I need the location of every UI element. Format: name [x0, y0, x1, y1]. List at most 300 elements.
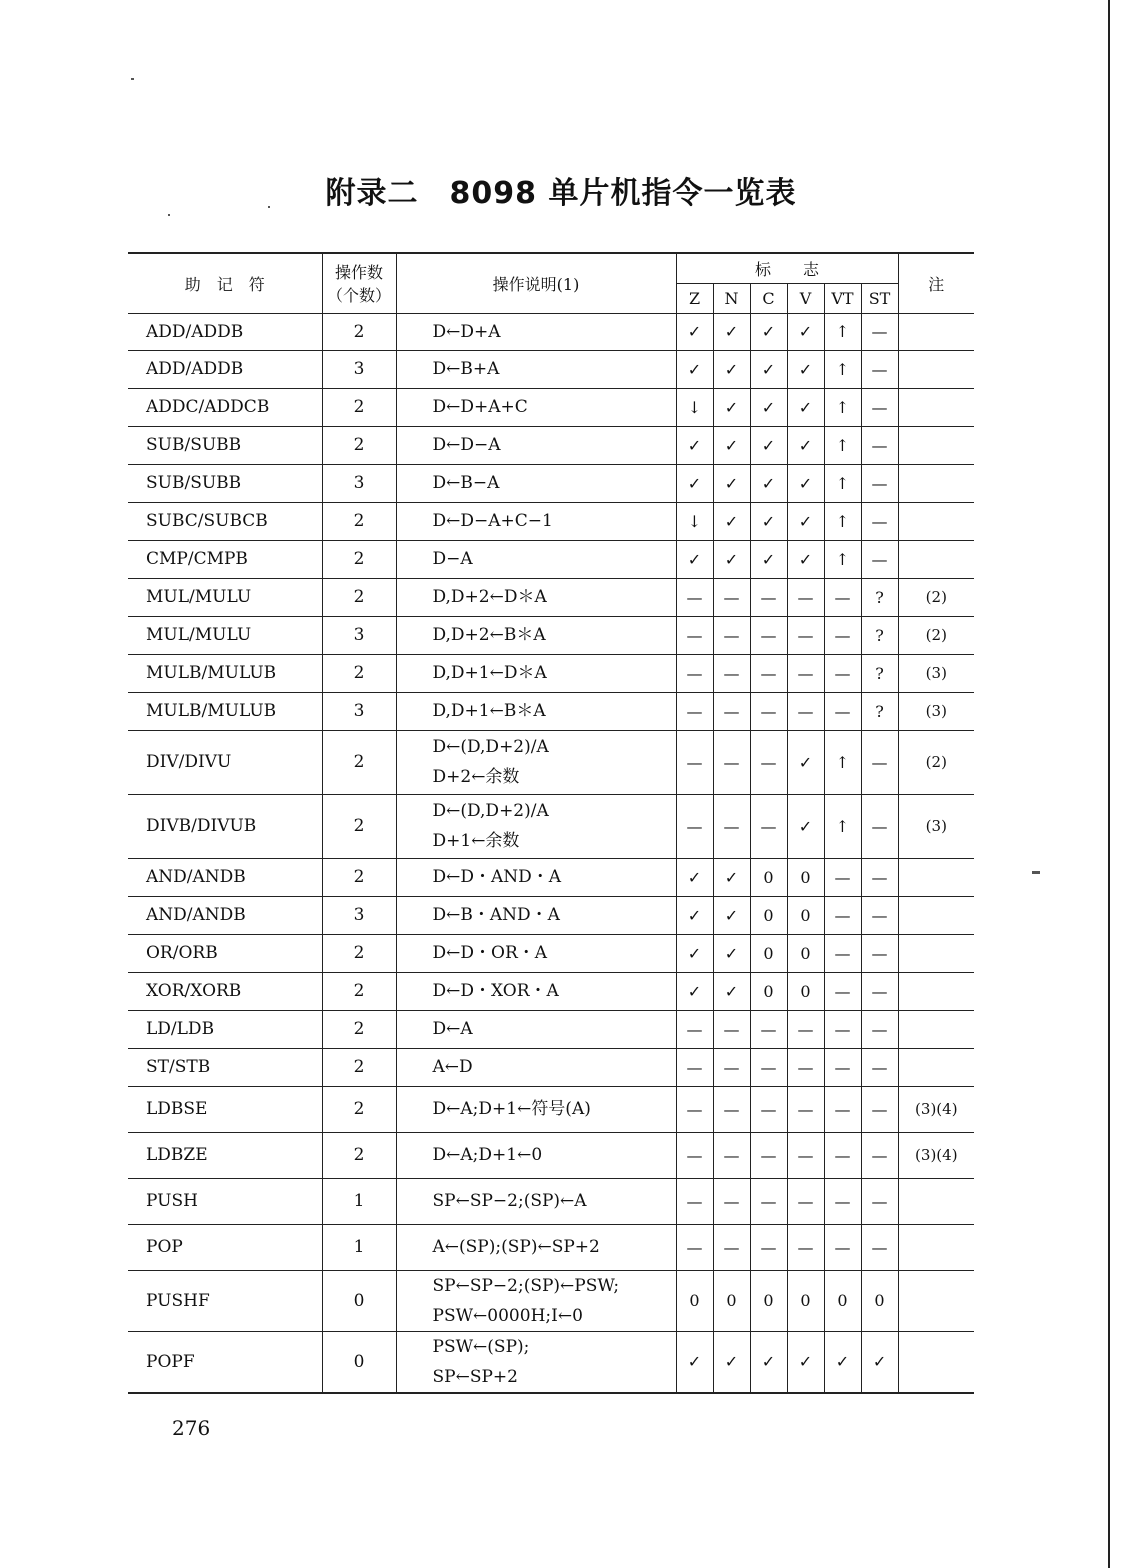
table-row — [128, 426, 974, 464]
flag-cell-vt: ↑ — [824, 730, 861, 794]
flag-cell-c: ✓ — [750, 313, 787, 350]
flag-cell-st: — — [861, 1178, 898, 1224]
flag-cell-c: 0 — [750, 972, 787, 1010]
flag-cell-z: — — [676, 1178, 713, 1224]
flag-cell-st: ? — [861, 616, 898, 654]
flag-cell-n: ✓ — [713, 350, 750, 388]
flag-cell-n: ✓ — [713, 426, 750, 464]
flag-cell-n: — — [713, 654, 750, 692]
flag-cell-st: 0 — [861, 1270, 898, 1331]
note-cell — [898, 1270, 974, 1331]
flag-cell-st: — — [861, 426, 898, 464]
note-cell: (3) — [898, 692, 974, 730]
flag-cell-v: ✓ — [787, 464, 824, 502]
flag-cell-st: — — [861, 1086, 898, 1132]
flag-cell-vt: — — [824, 858, 861, 896]
table-row — [128, 502, 974, 540]
header-flag-v: V — [787, 283, 824, 313]
flag-cell-n: ✓ — [713, 464, 750, 502]
flag-cell-n: ✓ — [713, 313, 750, 350]
header-operand-count-top: 操作数 — [334, 263, 383, 283]
flag-cell-st: — — [861, 540, 898, 578]
operand-count-cell: 1 — [322, 1224, 396, 1270]
flag-cell-n: ✓ — [713, 1331, 750, 1393]
flag-cell-st: — — [861, 934, 898, 972]
header-mnemonic: 助 记 符 — [128, 253, 322, 313]
flag-cell-st: — — [861, 1048, 898, 1086]
operand-count-cell: 2 — [322, 426, 396, 464]
note-cell: (2) — [898, 730, 974, 794]
operation-cell — [396, 972, 676, 1010]
mnemonic-cell: POP — [128, 1224, 322, 1270]
flag-cell-n: — — [713, 1178, 750, 1224]
operand-count-cell: 2 — [322, 502, 396, 540]
operation-cell — [396, 654, 676, 692]
note-cell — [898, 1010, 974, 1048]
table-row — [128, 794, 974, 858]
mnemonic-cell: OR/ORB — [128, 934, 322, 972]
flag-cell-n: ✓ — [713, 934, 750, 972]
flag-cell-vt: — — [824, 1224, 861, 1270]
scan-speck — [168, 214, 170, 216]
page-number: 276 — [172, 1416, 211, 1440]
flag-cell-n: 0 — [713, 1270, 750, 1331]
flag-cell-v: ✓ — [787, 794, 824, 858]
operation-line: D←(D,D+2)/A — [432, 801, 549, 821]
flag-cell-v: ✓ — [787, 426, 824, 464]
flag-cell-c: — — [750, 616, 787, 654]
table-row — [128, 730, 974, 794]
flag-cell-st: — — [861, 858, 898, 896]
note-cell: (3)(4) — [898, 1086, 974, 1132]
operation-line: D+2←余数 — [432, 767, 520, 787]
operand-count-cell: 2 — [322, 654, 396, 692]
flag-cell-c: ✓ — [750, 502, 787, 540]
operation-line: A←(SP);(SP)←SP+2 — [432, 1237, 600, 1257]
operation-cell — [396, 616, 676, 654]
flag-cell-n: — — [713, 1132, 750, 1178]
mnemonic-cell: AND/ANDB — [128, 896, 322, 934]
mnemonic-cell: MULB/MULUB — [128, 654, 322, 692]
note-cell — [898, 540, 974, 578]
operation-line: D←B+A — [432, 359, 500, 379]
mnemonic-cell: MUL/MULU — [128, 578, 322, 616]
mnemonic-cell: LDBSE — [128, 1086, 322, 1132]
operand-count-cell: 1 — [322, 1178, 396, 1224]
operation-cell — [396, 1331, 676, 1393]
flag-cell-z: — — [676, 730, 713, 794]
flag-cell-vt: — — [824, 1010, 861, 1048]
operation-cell — [396, 350, 676, 388]
operand-count-cell: 2 — [322, 388, 396, 426]
header-note: 注 — [898, 253, 974, 313]
flag-cell-vt: — — [824, 896, 861, 934]
mnemonic-cell: ADD/ADDB — [128, 313, 322, 350]
header-operand-count-bottom: （个数） — [326, 286, 391, 306]
operation-line: D+1←余数 — [432, 831, 520, 851]
flag-cell-z: ✓ — [676, 934, 713, 972]
operand-count-cell: 0 — [322, 1270, 396, 1331]
operation-line: D←A;D+1←符号(A) — [432, 1099, 591, 1119]
operand-count-cell: 2 — [322, 578, 396, 616]
operand-count-cell: 3 — [322, 692, 396, 730]
operation-line: D←D・OR・A — [432, 943, 548, 963]
flag-cell-c: ✓ — [750, 388, 787, 426]
mnemonic-cell: SUB/SUBB — [128, 426, 322, 464]
flag-cell-n: — — [713, 1048, 750, 1086]
flag-cell-vt: — — [824, 692, 861, 730]
flag-cell-z: — — [676, 1086, 713, 1132]
flag-cell-st: ? — [861, 654, 898, 692]
flag-cell-c: 0 — [750, 1270, 787, 1331]
flag-cell-st: — — [861, 1132, 898, 1178]
operation-cell — [396, 1224, 676, 1270]
flag-cell-z: ↓ — [676, 388, 713, 426]
flag-cell-c: — — [750, 578, 787, 616]
flag-cell-v: ✓ — [787, 540, 824, 578]
operation-line: D←D−A+C−1 — [432, 511, 553, 531]
flag-cell-n: — — [713, 692, 750, 730]
flag-cell-st: — — [861, 502, 898, 540]
flag-cell-v: 0 — [787, 896, 824, 934]
page-title: 附录二 8098 单片机指令一览表 — [325, 176, 797, 211]
mnemonic-cell: PUSH — [128, 1178, 322, 1224]
table-row — [128, 350, 974, 388]
flag-cell-z: ✓ — [676, 426, 713, 464]
operation-line: D←B・AND・A — [432, 905, 560, 925]
flag-cell-vt: ↑ — [824, 540, 861, 578]
note-cell — [898, 388, 974, 426]
table-row — [128, 858, 974, 896]
mnemonic-cell: SUBC/SUBCB — [128, 502, 322, 540]
flag-cell-st: ✓ — [861, 1331, 898, 1393]
operand-count-cell: 2 — [322, 858, 396, 896]
mnemonic-cell: ADDC/ADDCB — [128, 388, 322, 426]
table-row — [128, 616, 974, 654]
flag-cell-z: — — [676, 1132, 713, 1178]
operation-line: D,D+1←B＊A — [432, 701, 546, 721]
flag-cell-c: ✓ — [750, 426, 787, 464]
flag-cell-v: 0 — [787, 1270, 824, 1331]
operation-line: D←B−A — [432, 473, 500, 493]
flag-cell-n: ✓ — [713, 502, 750, 540]
operation-line: D,D+2←B＊A — [432, 625, 546, 645]
flag-cell-v: ✓ — [787, 388, 824, 426]
flag-cell-st: — — [861, 730, 898, 794]
note-cell — [898, 350, 974, 388]
flag-cell-v: — — [787, 1132, 824, 1178]
operation-cell — [396, 1010, 676, 1048]
header-flag-z: Z — [676, 283, 713, 313]
flag-cell-c: — — [750, 692, 787, 730]
operand-count-cell: 3 — [322, 896, 396, 934]
flag-cell-v: ✓ — [787, 730, 824, 794]
mnemonic-cell: ST/STB — [128, 1048, 322, 1086]
note-cell: (3) — [898, 794, 974, 858]
operation-line: D←D・XOR・A — [432, 981, 559, 1001]
mnemonic-cell: MULB/MULUB — [128, 692, 322, 730]
mnemonic-cell: MUL/MULU — [128, 616, 322, 654]
flag-cell-z: — — [676, 1010, 713, 1048]
flag-cell-v: — — [787, 616, 824, 654]
note-cell: (3) — [898, 654, 974, 692]
flag-cell-st: ? — [861, 578, 898, 616]
flag-cell-c: — — [750, 794, 787, 858]
flag-cell-z: — — [676, 692, 713, 730]
flag-cell-z: — — [676, 794, 713, 858]
flag-cell-vt: — — [824, 972, 861, 1010]
operation-cell — [396, 692, 676, 730]
flag-cell-vt: ✓ — [824, 1331, 861, 1393]
flag-cell-c: — — [750, 1048, 787, 1086]
table-row — [128, 540, 974, 578]
flag-cell-n: — — [713, 794, 750, 858]
page-edge-line — [1108, 0, 1110, 1568]
operation-cell — [396, 578, 676, 616]
flag-cell-vt: ↑ — [824, 313, 861, 350]
note-cell — [898, 1224, 974, 1270]
table-row — [128, 1178, 974, 1224]
flag-cell-c: — — [750, 1132, 787, 1178]
operation-cell — [396, 794, 676, 858]
flag-cell-c: ✓ — [750, 464, 787, 502]
mnemonic-cell: ADD/ADDB — [128, 350, 322, 388]
flag-cell-c: — — [750, 1178, 787, 1224]
note-cell: (2) — [898, 578, 974, 616]
mnemonic-cell: CMP/CMPB — [128, 540, 322, 578]
flag-cell-st: — — [861, 1010, 898, 1048]
flag-cell-vt: — — [824, 616, 861, 654]
flag-cell-z: ✓ — [676, 464, 713, 502]
operation-cell — [396, 426, 676, 464]
mnemonic-cell: SUB/SUBB — [128, 464, 322, 502]
operation-line: D←A — [432, 1019, 473, 1039]
flag-cell-st: ? — [861, 692, 898, 730]
flag-cell-z: 0 — [676, 1270, 713, 1331]
operand-count-cell: 2 — [322, 730, 396, 794]
operation-cell — [396, 730, 676, 794]
flag-cell-vt: — — [824, 578, 861, 616]
flag-cell-c: — — [750, 654, 787, 692]
flag-cell-vt: ↑ — [824, 794, 861, 858]
operation-cell — [396, 1086, 676, 1132]
operation-cell — [396, 896, 676, 934]
operand-count-cell: 2 — [322, 540, 396, 578]
flag-cell-c: ✓ — [750, 540, 787, 578]
table-row — [128, 1331, 974, 1393]
flag-cell-v: — — [787, 1048, 824, 1086]
flag-cell-z: ✓ — [676, 540, 713, 578]
operation-line: D−A — [432, 549, 473, 569]
flag-cell-v: 0 — [787, 934, 824, 972]
flag-cell-st: — — [861, 350, 898, 388]
note-cell — [898, 1331, 974, 1393]
note-cell: (2) — [898, 616, 974, 654]
operation-cell — [396, 1132, 676, 1178]
flag-cell-z: — — [676, 1224, 713, 1270]
flag-cell-v: ✓ — [787, 350, 824, 388]
flag-cell-z: ✓ — [676, 972, 713, 1010]
flag-cell-st: — — [861, 972, 898, 1010]
operand-count-cell: 2 — [322, 1048, 396, 1086]
flag-cell-z: — — [676, 654, 713, 692]
operation-line: D,D+2←D＊A — [432, 587, 547, 607]
table-row — [128, 934, 974, 972]
flag-cell-z: ✓ — [676, 896, 713, 934]
operation-line: PSW←(SP); — [432, 1336, 530, 1357]
flag-cell-n: — — [713, 1224, 750, 1270]
header-flag-c: C — [750, 283, 787, 313]
operation-line: D←(D,D+2)/A — [432, 737, 549, 757]
flag-cell-c: 0 — [750, 896, 787, 934]
note-cell — [898, 1178, 974, 1224]
flag-cell-z: ✓ — [676, 1331, 713, 1393]
table-row — [128, 654, 974, 692]
flag-cell-c: 0 — [750, 934, 787, 972]
operand-count-cell: 2 — [322, 1010, 396, 1048]
operation-line: D,D+1←D＊A — [432, 663, 547, 683]
header-flag-vt: VT — [824, 283, 861, 313]
flag-cell-st: — — [861, 1224, 898, 1270]
operand-count-cell: 0 — [322, 1331, 396, 1393]
table-row — [128, 464, 974, 502]
flag-cell-v: — — [787, 654, 824, 692]
flag-cell-v: ✓ — [787, 502, 824, 540]
operation-cell — [396, 934, 676, 972]
flag-cell-z: ✓ — [676, 350, 713, 388]
note-cell — [898, 426, 974, 464]
flag-cell-n: ✓ — [713, 896, 750, 934]
flag-cell-st: — — [861, 794, 898, 858]
table-row — [128, 1270, 974, 1331]
operation-cell — [396, 464, 676, 502]
flag-cell-v: 0 — [787, 858, 824, 896]
flag-cell-n: ✓ — [713, 540, 750, 578]
operation-cell — [396, 502, 676, 540]
flag-cell-v: 0 — [787, 972, 824, 1010]
header-operand-count — [322, 253, 396, 313]
flag-cell-n: ✓ — [713, 388, 750, 426]
flag-cell-c: 0 — [750, 858, 787, 896]
scan-speck — [1032, 871, 1040, 874]
operand-count-cell: 2 — [322, 1086, 396, 1132]
operand-count-cell: 2 — [322, 313, 396, 350]
table-row — [128, 896, 974, 934]
flag-cell-z: ↓ — [676, 502, 713, 540]
flag-cell-c: — — [750, 1224, 787, 1270]
note-cell — [898, 502, 974, 540]
operation-cell — [396, 540, 676, 578]
header-operation: 操作说明(1) — [396, 253, 676, 313]
flag-cell-vt: ↑ — [824, 426, 861, 464]
operation-line: SP←SP−2;(SP)←PSW; — [432, 1275, 620, 1296]
flag-cell-st: — — [861, 388, 898, 426]
flag-cell-v: — — [787, 578, 824, 616]
flag-cell-vt: — — [824, 934, 861, 972]
flag-cell-n: — — [713, 578, 750, 616]
table-row — [128, 1132, 974, 1178]
flag-cell-vt: — — [824, 1132, 861, 1178]
operation-cell — [396, 1178, 676, 1224]
scan-speck — [268, 206, 270, 208]
operation-line: D←D+A+C — [432, 397, 528, 417]
mnemonic-cell: AND/ANDB — [128, 858, 322, 896]
flag-cell-v: — — [787, 692, 824, 730]
flag-cell-n: — — [713, 1010, 750, 1048]
flag-cell-vt: 0 — [824, 1270, 861, 1331]
flag-cell-n: — — [713, 730, 750, 794]
table-row — [128, 1224, 974, 1270]
operand-count-cell: 3 — [322, 464, 396, 502]
note-cell — [898, 934, 974, 972]
flag-cell-z: ✓ — [676, 313, 713, 350]
mnemonic-cell: POPF — [128, 1331, 322, 1393]
mnemonic-cell: DIVB/DIVUB — [128, 794, 322, 858]
note-cell: (3)(4) — [898, 1132, 974, 1178]
flag-cell-v: — — [787, 1224, 824, 1270]
mnemonic-cell: PUSHF — [128, 1270, 322, 1331]
header-flag-st: ST — [861, 283, 898, 313]
note-cell — [898, 464, 974, 502]
header-flag-n: N — [713, 283, 750, 313]
instruction-table — [128, 252, 974, 1394]
operation-line: PSW←0000H;I←0 — [432, 1305, 583, 1326]
note-cell — [898, 1048, 974, 1086]
flag-cell-vt: — — [824, 654, 861, 692]
flag-cell-v: — — [787, 1178, 824, 1224]
operand-count-cell: 2 — [322, 794, 396, 858]
table-row — [128, 692, 974, 730]
table-row — [128, 388, 974, 426]
mnemonic-cell: DIV/DIVU — [128, 730, 322, 794]
table-row — [128, 1048, 974, 1086]
operation-line: D←D+A — [432, 321, 501, 342]
flag-cell-st: — — [861, 464, 898, 502]
operation-line: SP←SP−2;(SP)←A — [432, 1191, 587, 1211]
operand-count-cell: 3 — [322, 616, 396, 654]
note-cell — [898, 972, 974, 1010]
table-row — [128, 313, 974, 350]
flag-cell-vt: ↑ — [824, 350, 861, 388]
operation-line: A←D — [432, 1057, 473, 1077]
flag-cell-v: ✓ — [787, 313, 824, 350]
note-cell — [898, 313, 974, 350]
operation-line: D←D−A — [432, 435, 501, 455]
table-row — [128, 1010, 974, 1048]
flag-cell-n: ✓ — [713, 972, 750, 1010]
flag-cell-c: — — [750, 1010, 787, 1048]
scan-speck — [131, 78, 134, 80]
flag-cell-v: — — [787, 1086, 824, 1132]
flag-cell-vt: ↑ — [824, 388, 861, 426]
flag-cell-vt: ↑ — [824, 464, 861, 502]
flag-cell-st: — — [861, 313, 898, 350]
header-flags: 标 志 — [676, 253, 898, 283]
operation-line: SP←SP+2 — [432, 1366, 518, 1387]
note-cell — [898, 896, 974, 934]
flag-cell-vt: — — [824, 1048, 861, 1086]
flag-cell-c: — — [750, 1086, 787, 1132]
operation-cell — [396, 858, 676, 896]
operand-count-cell: 2 — [322, 972, 396, 1010]
operation-line: D←D・AND・A — [432, 867, 562, 887]
flag-cell-v: — — [787, 1010, 824, 1048]
flag-cell-v: ✓ — [787, 1331, 824, 1393]
flag-cell-c: ✓ — [750, 350, 787, 388]
operand-count-cell: 2 — [322, 1132, 396, 1178]
flag-cell-z: — — [676, 1048, 713, 1086]
flag-cell-z: — — [676, 616, 713, 654]
